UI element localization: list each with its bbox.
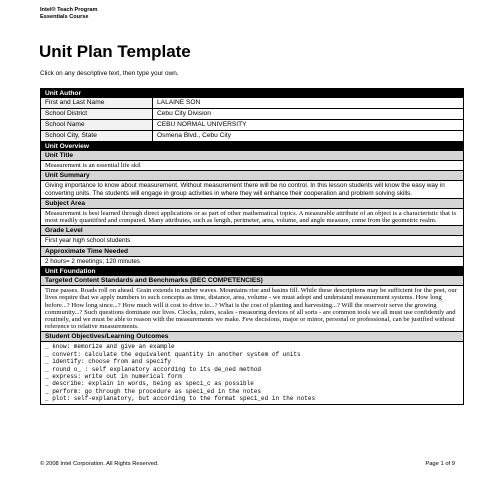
school-name-value[interactable]: CEBU NORMAL UNIVERSITY [157, 121, 247, 128]
objective-item: _ round o_ : self explanatory according to its de_ned method [45, 365, 262, 373]
objective-item: _ describe: explain in words, being as speci_c as possible [45, 380, 254, 388]
objective-item: _ convert: calculate the equivalent quantity in another system of units [45, 350, 301, 358]
standards-label: Targeted Content Standards and Benchmarks (BEC COMPETENCIES) [41, 276, 463, 286]
subject-area-label: Subject Area [41, 199, 463, 209]
school-city-row [41, 131, 463, 142]
unit-overview-heading: Unit Overview [41, 142, 463, 151]
grade-level-label: Grade Level [41, 226, 463, 236]
unit-plan-table [40, 88, 464, 405]
grade-level-text[interactable]: First year high school students [41, 236, 463, 246]
author-name-value[interactable]: LALAINE SON [157, 99, 201, 106]
unit-title-text[interactable]: Measurement is an essential life skil [41, 161, 463, 171]
school-district-label: School District [41, 109, 153, 119]
objective-item: _ know: memorize and give an example [45, 343, 175, 351]
objective-item: _ express: write out in numerical form [45, 373, 182, 381]
school-district-value[interactable]: Cebu City Division [157, 110, 211, 117]
objectives-list[interactable] [41, 342, 463, 403]
program-header [40, 7, 97, 21]
objective-item: _ identify: choose from and specify [45, 358, 172, 366]
author-name-row [41, 98, 463, 109]
standards-text[interactable]: Time passes. Roads roll on ahead. Grain extends in amber waves. Mountains rise and basins fill. While these descriptions may be sufficient for the poet, our lives require that we apply numbers to such concepts as time, distance, area, volume - we must adopt and understand measurement systems. How long before...? How long since...? How much will it cost to drive to...? What is the cost of planting and harvesting...? Will the reservoir serve the growing community...? Such questions dominate our lives. Clocks, rulers, scales - measuring devices of all sorts - are common tools we all must use confidently and routinely, and we must be able to reason with the measurements we make. Few decisions, major or minor, personal or professional, can be justified without reference to relative measurements. [41, 286, 463, 332]
program-name: Intel® Teach Program [40, 7, 98, 13]
author-name-label: First and Last Name [41, 98, 153, 108]
school-district-row [41, 109, 463, 120]
school-name-row [41, 120, 463, 131]
page-title: Unit Plan Template [39, 42, 191, 61]
instruction-text: Click on any descriptive text, then type your own. [40, 70, 179, 77]
unit-summary-label: Unit Summary [41, 171, 463, 181]
objective-item: _ perform: go through the procedure as speci_ed in the notes [45, 387, 262, 395]
unit-summary-text[interactable]: Giving importance to know about measurement. Without measurement there will be no control. In this lesson students will know the easy way in converting units. The students will engage in group activities in where they will enhance their cooperation and problem solving skills. [41, 181, 463, 199]
time-needed-text[interactable]: 2 hours= 2 meetings; 120 minutes [41, 257, 463, 267]
time-needed-label: Approximate Time Needed [41, 247, 463, 257]
footer-copyright: © 2008 Intel Corporation. All Rights Reserved. [40, 461, 159, 467]
objective-item: _ plot: self-explanatory, but according to the format speci_ed in the notes [45, 395, 316, 403]
subject-area-text[interactable]: Measurement is best learned through direct applications or as part of other mathematical topics. A measurable attribute of an object is a characteristic that is most readily quantified and compared. Many attributes, such as length, perimeter, area, volume, and angle measure, come from the geometric realm. [41, 209, 463, 226]
objectives-label: Student Objectives/Learning Outcomes [41, 332, 463, 342]
school-city-label: School City, State [41, 131, 153, 141]
school-name-label: School Name [41, 120, 153, 130]
unit-foundation-heading: Unit Foundation [41, 267, 463, 276]
footer-page-number: Page 1 of 9 [425, 461, 455, 467]
unit-author-heading: Unit Author [41, 89, 463, 98]
course-name: Essentials Course [40, 14, 89, 20]
unit-title-label: Unit Title [41, 151, 463, 161]
school-city-value[interactable]: Osmena Blvd., Cebu City [157, 132, 232, 139]
